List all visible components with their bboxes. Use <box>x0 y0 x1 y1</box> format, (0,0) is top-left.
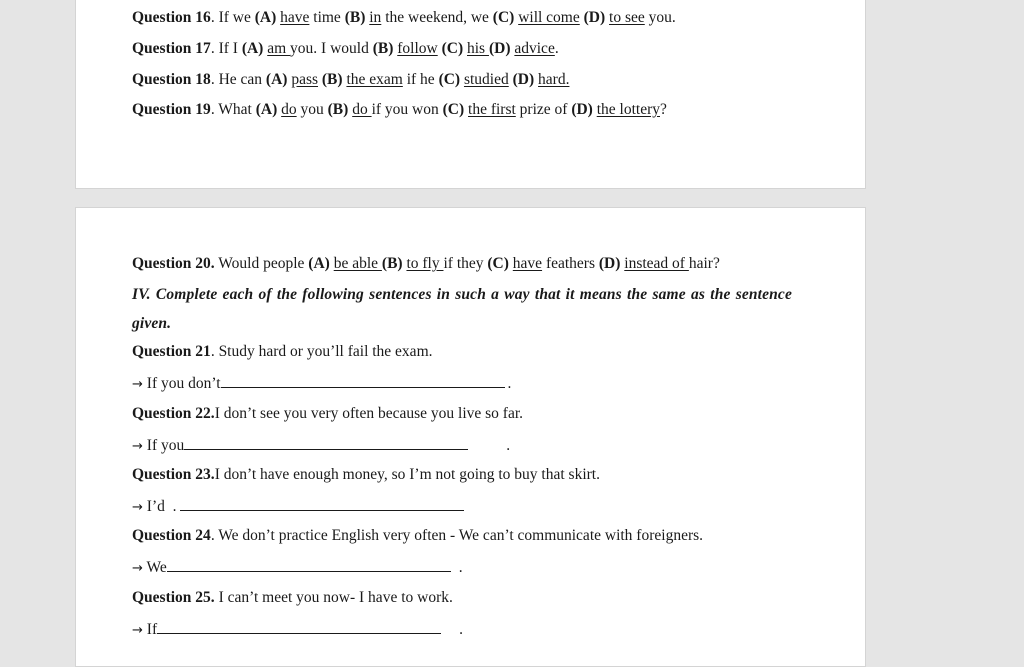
question-label: Question 23. <box>132 466 215 483</box>
question-17: Question 17. If I (A) am you. I would (B) follow (C) his (D) advice. <box>132 40 559 57</box>
question-text: I don’t have enough money, so I’m not going to buy that skirt. <box>214 466 600 483</box>
document-page-1 <box>75 0 866 189</box>
arrow-right-icon: → <box>132 439 143 454</box>
question-18: Question 18. He can (A) pass (B) the exam if he (C) studied (D) hard. <box>132 71 570 88</box>
section-heading: IV. Complete each of the following sentences in such a way that it means the same as the sentence given. <box>132 286 792 332</box>
option-a: be able <box>333 255 382 272</box>
arrow-right-icon: → <box>132 561 143 576</box>
document-page-2 <box>75 207 866 667</box>
question-label: Question 19 <box>132 101 211 118</box>
arrow-right-icon: → <box>132 623 143 638</box>
option-a: am <box>267 40 291 57</box>
question-21 <box>132 342 433 362</box>
question-label: Question 24 <box>132 527 211 544</box>
question-19: Question 19. What (A) do you (B) do if you won (C) the first prize of (D) the lottery? <box>132 101 667 118</box>
answer-line-21: → If you don’t . <box>132 375 512 392</box>
answer-line-23 <box>132 496 464 518</box>
question-20: Question 20. Would people (A) be able (B) to fly if they (C) have feathers (D) instead of hair? <box>132 255 720 272</box>
option-b: do <box>352 101 372 118</box>
arrow-right-icon: → <box>132 500 143 515</box>
question-25 <box>132 588 453 608</box>
answer-lead: We <box>142 559 167 576</box>
option-a: pass <box>291 71 319 88</box>
question-text: . We don’t practice English very often - We can’t communicate with foreigners. <box>210 527 704 544</box>
question-text: I don’t see you very often because you live so far. <box>214 405 524 422</box>
question-label: Question 17 <box>132 40 211 57</box>
answer-lead: I’d . <box>142 498 177 515</box>
answer-blank[interactable] <box>180 496 464 511</box>
answer-lead: If you <box>142 437 185 454</box>
option-d: hard. <box>538 71 570 88</box>
question-22 <box>132 404 523 424</box>
question-23 <box>132 465 600 485</box>
question-text: I can’t meet you now- I have to work. <box>214 589 453 606</box>
answer-line-25: → If . <box>132 621 463 638</box>
answer-blank[interactable] <box>184 435 468 450</box>
answer-blank[interactable] <box>157 619 441 634</box>
answer-lead: If you don’t <box>142 375 221 392</box>
option-c: studied <box>463 71 509 88</box>
question-label: Question 21 <box>132 343 211 360</box>
option-b: to fly <box>406 255 444 272</box>
question-16: Question 16. If we (A) have time (B) in the weekend, we (C) will come (D) to see you. <box>132 9 676 26</box>
option-c: will come <box>518 9 580 26</box>
answer-lead: If <box>142 621 158 638</box>
option-b: follow <box>397 40 438 57</box>
question-label: Question 16 <box>132 9 211 26</box>
question-label: Question 18 <box>132 71 211 88</box>
question-label: Question 20. <box>132 255 215 272</box>
answer-line-22: → If you . <box>132 437 511 454</box>
option-d: advice <box>514 40 555 57</box>
option-a: have <box>280 9 310 26</box>
option-d: instead of <box>624 255 689 272</box>
answer-blank[interactable] <box>221 373 505 388</box>
answer-blank[interactable] <box>167 557 451 572</box>
option-c: his <box>467 40 489 57</box>
option-d: to see <box>609 9 645 26</box>
question-label: Question 25. <box>132 589 215 606</box>
answer-line-24: → We . <box>132 559 463 576</box>
option-d: the lottery <box>596 101 660 118</box>
arrow-right-icon: → <box>132 377 143 392</box>
option-b: the exam <box>346 71 403 88</box>
option-c: have <box>512 255 543 272</box>
option-b: in <box>369 9 382 26</box>
question-label: Question 22. <box>132 405 215 422</box>
question-text: . Study hard or you’ll fail the exam. <box>210 343 433 360</box>
question-24 <box>132 526 703 546</box>
option-c: the first <box>468 101 516 118</box>
option-a: do <box>281 101 297 118</box>
